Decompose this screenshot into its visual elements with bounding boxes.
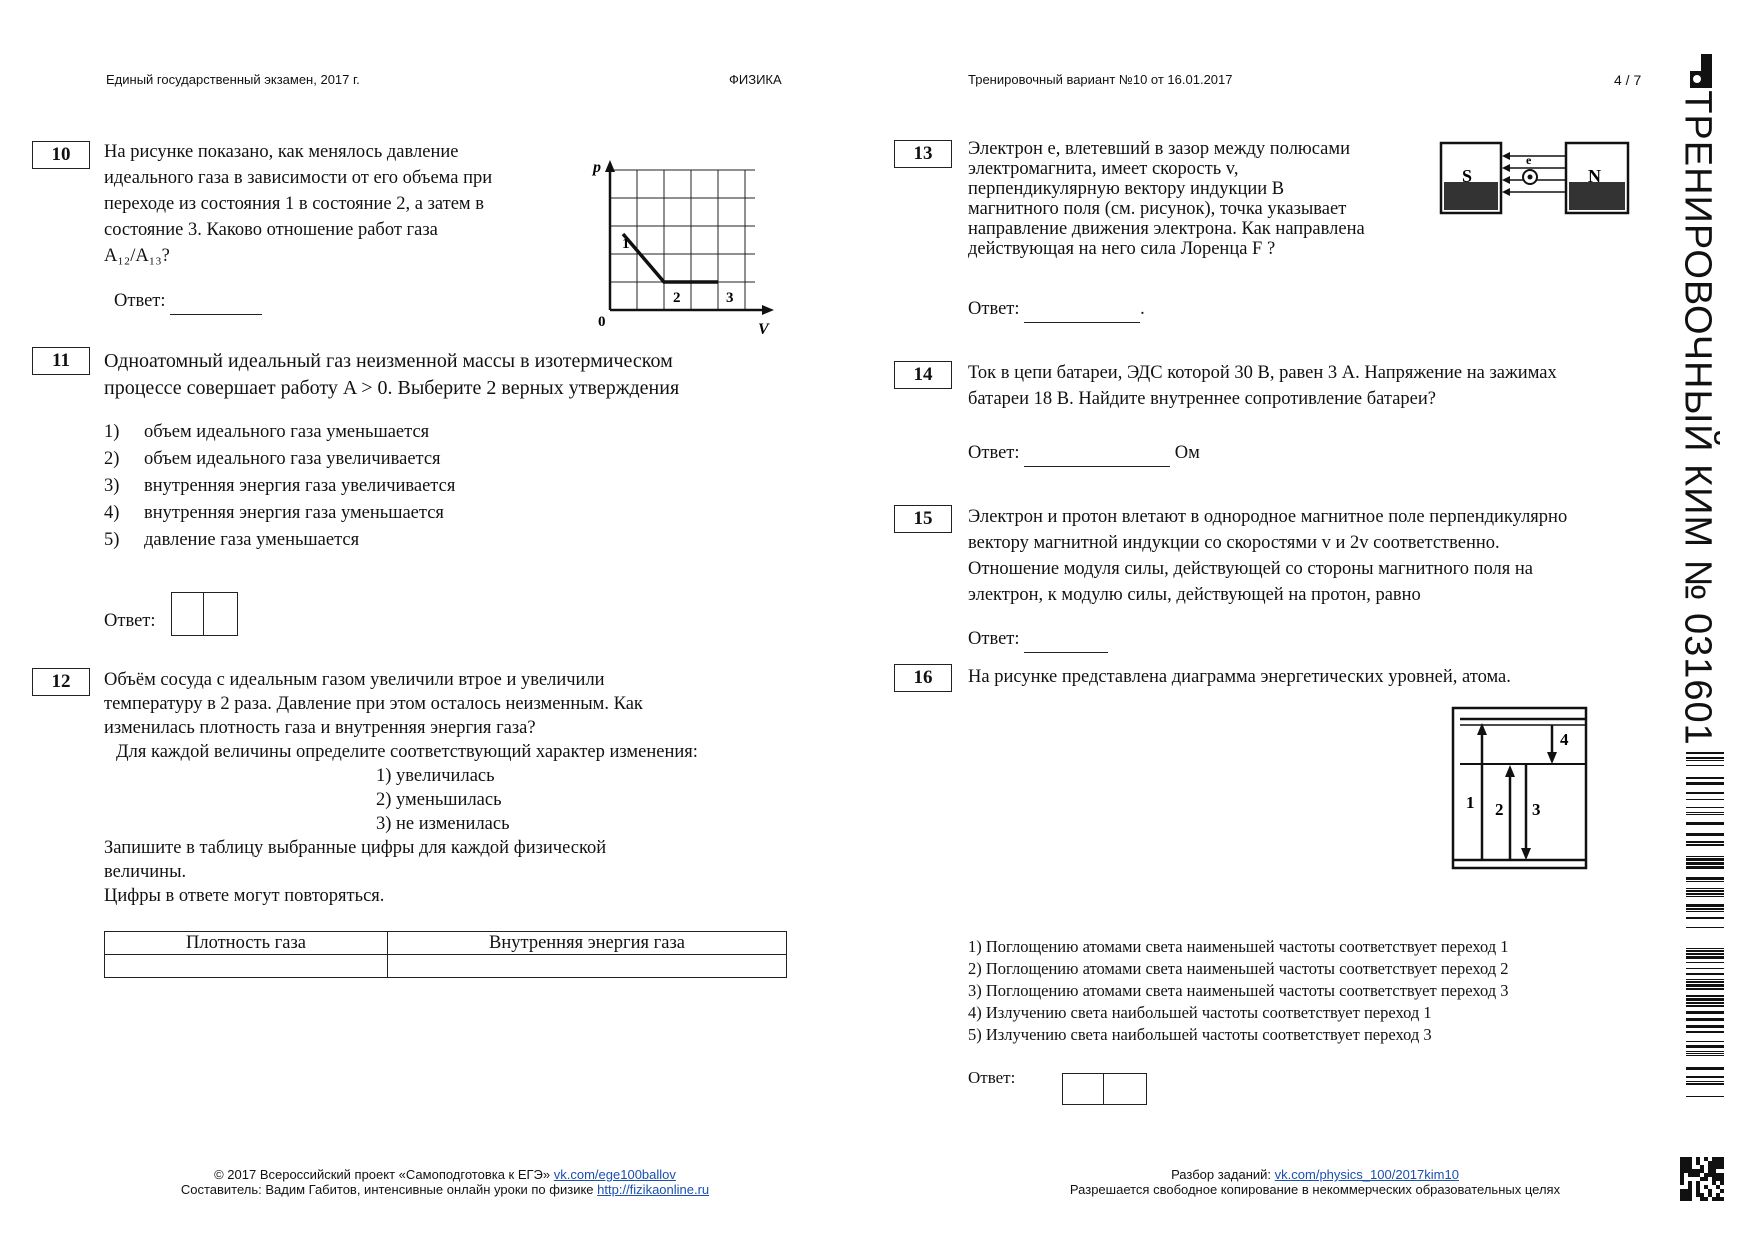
q11-answer-cell-1[interactable] xyxy=(171,592,204,636)
qr-code xyxy=(1680,1157,1724,1201)
q12-text: Объём сосуда с идеальным газом увеличили втрое и увеличили температуру в 2 раза. Давление при этом осталось неизменным. Как изменилась плотность газа и внутренняя энергия газа? Для каждой величины определите соответствующий характер изменения: xyxy=(104,670,698,762)
header-page-number: 4 / 7 xyxy=(1614,72,1642,88)
q12-answer-energy-cell[interactable] xyxy=(388,955,787,978)
q16-options xyxy=(968,936,1509,1046)
header-exam-title: Единый государственный экзамен, 2017 г. xyxy=(106,72,360,87)
side-kim-title: ТРЕНИРОВОЧНЫЙ КИМ № 031601 xyxy=(1676,90,1719,746)
q15-text: Электрон и протон влетают в однородное магнитное поле перпендикулярно вектору магнитной индукции со скоростями v и 2v соответственно. Отношение модуля силы, действующей со стороны магнитного поля на электрон, к модулю силы, действующей на протон, равно xyxy=(968,507,1568,605)
q16-answer-cell-2[interactable] xyxy=(1103,1073,1147,1105)
q12-answer-table xyxy=(104,931,787,978)
q10-pv-graph xyxy=(590,158,780,338)
footer-link-vk-ege[interactable]: vk.com/ege100ballov xyxy=(553,1167,676,1182)
footer-link-vk-physics[interactable]: vk.com/physics_100/2017kim10 xyxy=(1274,1167,1459,1182)
q13-text: Электрон e, влетевший в зазор между полюсами электромагнита, имеет скорость v, перпендикулярную вектору индукции B магнитного поля (см. рисунок), точка указывает направление движения электрона. Как направлена действующая на него сила Лоренца F ? xyxy=(968,139,1365,259)
q13-magnet-figure xyxy=(1438,138,1632,218)
question-number-12: 12 xyxy=(32,668,90,696)
question-number-14: 14 xyxy=(894,361,952,389)
q11-answer-cell-2[interactable] xyxy=(203,592,238,636)
question-number-11: 11 xyxy=(32,347,90,375)
q15-answer-field[interactable] xyxy=(1024,626,1108,653)
question-number-13: 13 xyxy=(894,140,952,168)
q10-graph-point-3: 3 xyxy=(726,290,734,306)
list-item: 3) не изменилась xyxy=(376,814,510,834)
q13-pole-n: N xyxy=(1588,166,1601,186)
list-item: 5) давление газа уменьшается xyxy=(104,530,360,550)
q12-instructions: Запишите в таблицу выбранные цифры для каждой физической величины. Цифры в ответе могут повторяться. xyxy=(104,838,607,906)
list-item: 2) уменьшилась xyxy=(376,790,502,810)
list-item: 2) Поглощению атомами света наименьшей частоты соответствует переход 2 xyxy=(968,959,1509,978)
q13-answer: Ответ: . xyxy=(968,296,1145,323)
q12-choices xyxy=(376,764,510,836)
list-item: 3) Поглощению атомами света наименьшей частоты соответствует переход 3 xyxy=(968,981,1509,1000)
q16-answer-cell-1[interactable] xyxy=(1062,1073,1104,1105)
q13-pole-s: S xyxy=(1462,166,1473,186)
q10-text: На рисунке показано, как менялось давление идеального газа в зависимости от его объема при переходе из состояния 1 в состояние 2, а затем в состояние 3. Каково отношение работ газа A₁₂/A₁₃? xyxy=(104,142,493,266)
q10-graph-p-label: p xyxy=(593,159,601,176)
q11-answer-label: Ответ: xyxy=(104,611,156,631)
q16-transition-3: 3 xyxy=(1532,800,1541,819)
q16-transition-2: 2 xyxy=(1495,800,1504,819)
footer-link-fizikaonline[interactable]: http://fizikaonline.ru xyxy=(597,1182,710,1197)
q11-options xyxy=(104,419,455,554)
q12-answer-density-cell[interactable] xyxy=(105,955,388,978)
corner-logo xyxy=(1690,54,1712,88)
q16-transition-1: 1 xyxy=(1466,793,1475,812)
list-item: 4) внутренняя энергия газа уменьшается xyxy=(104,503,444,523)
q10-graph-v-label: V xyxy=(758,321,769,338)
question-number-10: 10 xyxy=(32,141,90,169)
list-item: 3) внутренняя энергия газа увеличивается xyxy=(104,476,456,496)
q16-transition-4: 4 xyxy=(1560,730,1569,749)
header-subject: ФИЗИКА xyxy=(729,72,782,87)
q10-answer: Ответ: xyxy=(114,288,262,315)
q16-energy-diagram xyxy=(1450,705,1590,871)
q16-answer-label: Ответ: xyxy=(968,1068,1016,1087)
list-item: 1) увеличилась xyxy=(376,766,495,786)
header-variant: Тренировочный вариант №10 от 16.01.2017 xyxy=(968,72,1233,87)
q10-graph-point-1: 1 xyxy=(622,236,630,252)
footer-left: © 2017 Всероссийский проект «Самоподготовка к ЕГЭ» vk.com/ege100ballov Составитель: Вадим Габитов, интенсивные онлайн уроки по физике http://fizikaonline.ru xyxy=(180,1167,710,1197)
q14-text: Ток в цепи батареи, ЭДС которой 30 В, равен 3 А. Напряжение на зажимах батареи 18 В. Найдите внутреннее сопротивление батареи? xyxy=(968,363,1557,409)
list-item: 1) Поглощению атомами света наименьшей частоты соответствует переход 1 xyxy=(968,937,1509,956)
q12-header-density: Плотность газа xyxy=(105,932,388,955)
q12-header-energy: Внутренняя энергия газа xyxy=(388,932,787,955)
q15-answer: Ответ: xyxy=(968,626,1108,653)
list-item: 1) объем идеального газа уменьшается xyxy=(104,422,430,442)
q11-text: Одноатомный идеальный газ неизменной массы в изотермическом процессе совершает работу A > 0. Выберите 2 верных утверждения xyxy=(104,350,680,399)
q16-text: На рисунке представлена диаграмма энергетических уровней, атома. xyxy=(968,667,1511,687)
q14-answer: Ответ: Ом xyxy=(968,440,1200,467)
list-item: 2) объем идеального газа увеличивается xyxy=(104,449,441,469)
question-number-16: 16 xyxy=(894,664,952,692)
footer-right: Разбор заданий: vk.com/physics_100/2017kim10 Разрешается свободное копирование в некоммерческих образовательных целях xyxy=(1069,1167,1561,1197)
q13-particle-e: e xyxy=(1526,153,1532,167)
q10-graph-point-2: 2 xyxy=(673,290,681,306)
q10-graph-origin: 0 xyxy=(598,314,606,330)
list-item: 4) Излучению света наибольшей частоты соответствует переход 1 xyxy=(968,1003,1432,1022)
list-item: 5) Излучению света наибольшей частоты соответствует переход 3 xyxy=(968,1025,1432,1044)
question-number-15: 15 xyxy=(894,505,952,533)
q13-answer-field[interactable] xyxy=(1024,296,1140,323)
barcode xyxy=(1686,752,1724,1102)
q10-answer-field[interactable] xyxy=(170,288,262,315)
q14-answer-field[interactable] xyxy=(1024,440,1170,467)
